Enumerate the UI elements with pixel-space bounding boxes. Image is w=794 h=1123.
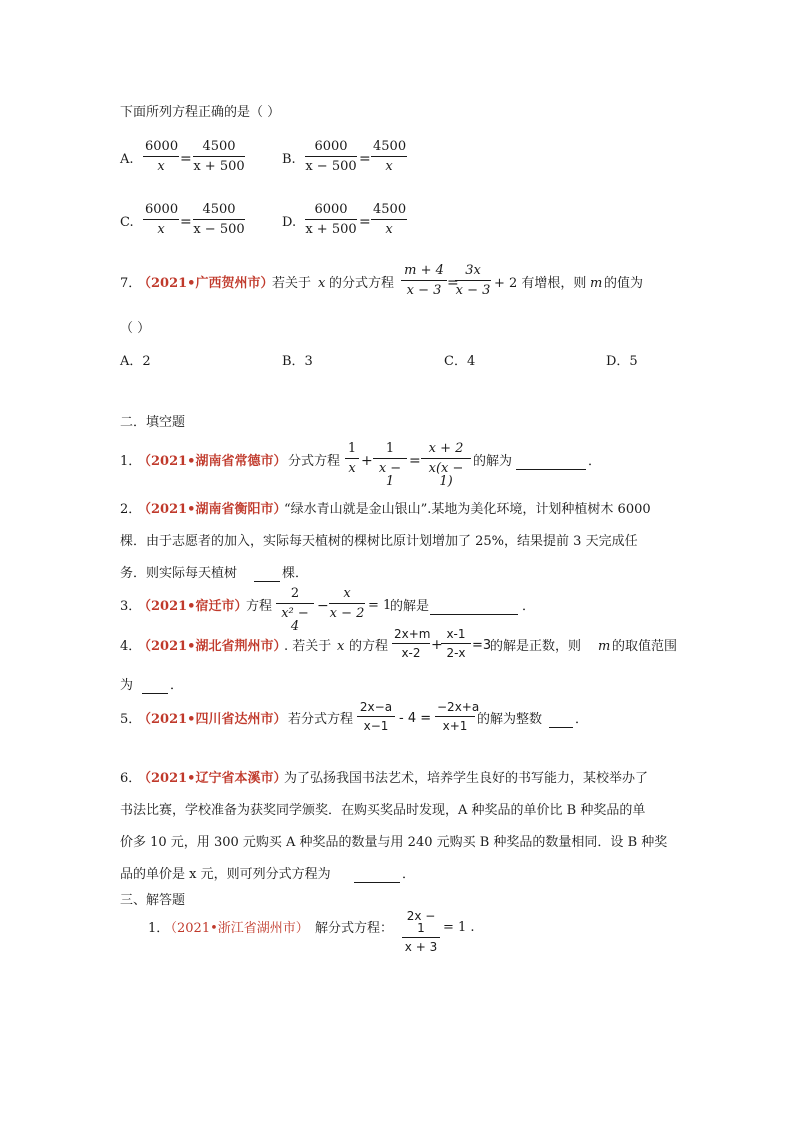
fraction: $\frac{6000}{x - 500}$	[305, 139, 357, 174]
option-label: A.	[120, 152, 134, 167]
equals-sign: =	[447, 275, 459, 291]
question-text: 的解是	[390, 599, 430, 614]
equals-sign: =	[359, 151, 371, 167]
question-source: （2021•四川省达州市）	[138, 712, 287, 727]
question-text: 的分式方程	[329, 276, 395, 291]
fraction: $\frac{6000}{x}$	[145, 202, 179, 237]
fraction: $\frac{x-1}{2-x}$	[441, 628, 471, 659]
fraction: $\frac{4500}{x}$	[373, 202, 407, 237]
question-number: 6．	[120, 771, 142, 786]
plus-sign: +	[361, 453, 373, 469]
question-text: 的解为整数	[477, 712, 543, 727]
question-number: 1．	[120, 454, 142, 469]
question-text: “绿水青山就是金山银山”.某地为美化环境，计划种植树木 6000	[284, 502, 651, 517]
question-text: 为了弘扬我国书法艺术，培养学生良好的书写能力，某校举办了	[284, 771, 649, 786]
question-source: （2021•浙江省湖州市）	[164, 921, 309, 936]
equation-tail: = 1 .	[443, 920, 475, 935]
fraction: $\frac{2}{\text{x² − 4}}$	[276, 587, 314, 633]
question-number: 4．	[120, 639, 142, 654]
plus-sign: +	[431, 637, 443, 653]
variable-m: m	[598, 639, 611, 654]
question-number: 5．	[120, 712, 142, 727]
fraction: $\frac{3x}{x - 3}$	[455, 263, 491, 298]
period: ．	[575, 712, 589, 727]
fraction: $\frac{x + 2}{x(x - 1)}$	[421, 442, 471, 488]
option-c[interactable]: C．4	[444, 354, 476, 369]
answer-blank[interactable]	[516, 455, 586, 470]
question-text: 的值为	[604, 276, 644, 291]
fraction: $\frac{-2x+a}{x+1}$	[437, 700, 480, 733]
answer-blank[interactable]	[254, 567, 280, 582]
question-text: 棵．	[282, 566, 309, 581]
variable-m: m	[590, 276, 603, 291]
section-heading: 三、解答题	[120, 893, 186, 908]
question-text: 若分式方程	[288, 712, 354, 727]
variable-x: x	[318, 276, 326, 291]
question-text: 的解是正数，则	[490, 639, 582, 654]
period: ．	[170, 678, 184, 693]
question-text: 书法比赛，学校准备为获奖同学颁奖．在购买奖品时发现，A 种奖品的单价比 B 种奖品的单	[120, 803, 646, 818]
question-source: （2021•宿迁市）	[138, 599, 248, 614]
question-text: . 若关于	[284, 639, 332, 654]
equation-tail: = 1	[368, 598, 392, 613]
equals-sign: =	[180, 214, 192, 230]
question-number: 3．	[120, 599, 142, 614]
option-b[interactable]: B．3	[282, 354, 313, 369]
option-label: C.	[120, 215, 134, 230]
question-number: 1．	[148, 921, 170, 936]
fraction: $\frac{4500}{x}$	[373, 139, 407, 174]
question-text: 棵．由于志愿者的加入，实际每天植树的棵树比原计划增加了 25%，结果提前 3 天完成任	[120, 534, 638, 549]
fraction: $\frac{4500}{x + 500}$	[193, 139, 245, 174]
variable-x: x	[337, 639, 345, 654]
fraction: $\frac{2x-a}{x-1}$	[357, 701, 395, 732]
option-label: B.	[282, 152, 296, 167]
answer-blank[interactable]	[142, 679, 168, 694]
minus-sign: −	[317, 598, 329, 614]
answer-paren: （ ）	[120, 321, 151, 336]
question-number: 2．	[120, 502, 142, 517]
option-d[interactable]: D．5	[606, 354, 638, 369]
fraction: $\frac{6000}{x + 500}$	[305, 202, 357, 237]
question-number: 7．	[120, 276, 142, 291]
equation-mid: - 4 =	[399, 711, 432, 726]
fraction: $\frac{2x+m}{x-2}$	[394, 627, 431, 660]
question-text: 若关于	[272, 276, 312, 291]
question-text: 的方程	[349, 639, 389, 654]
question-text: 为	[120, 678, 134, 693]
question-text: 价多 10 元，用 300 元购买 A 种奖品的数量与用 240 元购买 B 种奖品的数量相同．设 B 种奖	[120, 835, 668, 850]
fraction: $\frac{6000}{x}$	[145, 139, 179, 174]
period: ．	[402, 867, 416, 882]
question-text: 分式方程	[288, 454, 341, 469]
fraction: $\frac{1}{x}$	[345, 442, 359, 475]
fraction: $\frac{1}{x - 1}$	[373, 442, 407, 488]
equation-tail: =3	[472, 638, 492, 653]
question-source: （2021•湖南省衡阳市）	[138, 502, 287, 517]
fraction: $\frac{4500}{x - 500}$	[193, 202, 245, 237]
equals-sign: =	[180, 151, 192, 167]
answer-blank[interactable]	[354, 868, 400, 883]
question-source: （2021•湖南省常德市）	[138, 454, 287, 469]
question-text: 解分式方程：	[315, 921, 394, 936]
equals-sign: =	[409, 453, 421, 469]
fraction: $\frac{x}{x - 2}$	[329, 586, 365, 621]
question-text: + 2 有增根，则	[494, 276, 587, 291]
option-label: D.	[282, 215, 297, 230]
fraction: $\frac{m + 4}{x - 3}$	[401, 264, 447, 297]
period: ．	[588, 454, 602, 469]
question-text: 务．则实际每天植树	[120, 566, 238, 581]
option-a[interactable]: A．2	[120, 354, 151, 369]
equals-sign: =	[359, 214, 371, 230]
answer-blank[interactable]	[430, 600, 518, 615]
answer-blank[interactable]	[549, 713, 573, 728]
question-text: 品的单价是 x 元，则可列分式方程为	[120, 867, 331, 882]
question-prompt: 下面所列方程正确的是（ ）	[120, 105, 281, 120]
question-source: （2021•湖北省荆州市）	[138, 639, 287, 654]
question-source: （2021•广西贺州市）	[138, 276, 274, 291]
fraction: $\frac{2x - 1}{x + 3}$	[402, 910, 440, 953]
section-heading: 二．填空题	[120, 415, 186, 430]
question-text: 的取值范围	[612, 639, 678, 654]
period: ．	[522, 599, 536, 614]
question-text: 方程	[246, 599, 273, 614]
question-text: 的解为	[473, 454, 513, 469]
question-source: （2021•辽宁省本溪市）	[138, 771, 287, 786]
